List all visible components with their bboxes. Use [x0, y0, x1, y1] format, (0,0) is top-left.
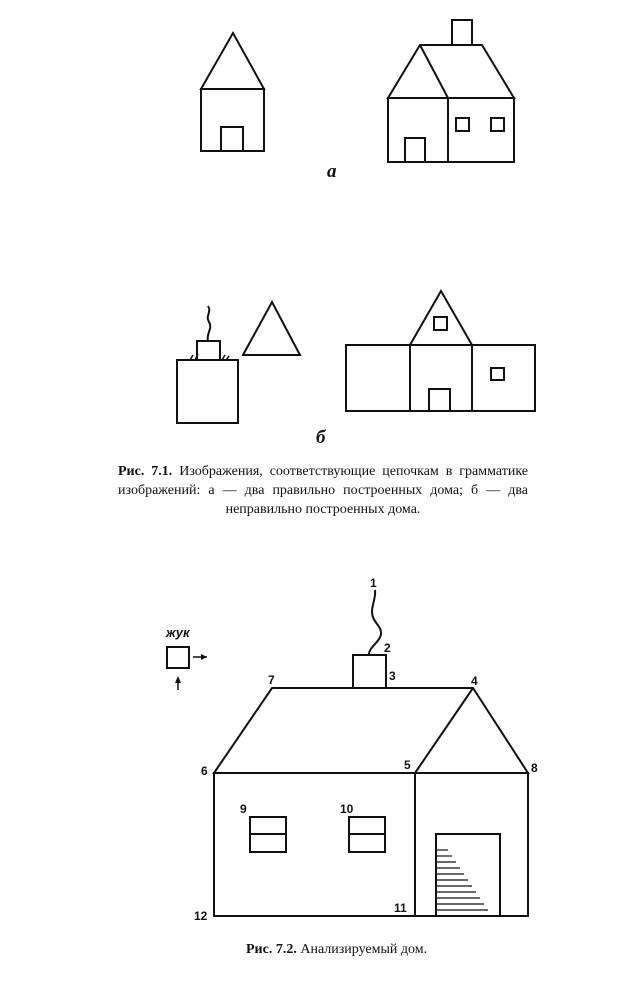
bug-label: жук: [166, 625, 190, 640]
point-label-10: 10: [340, 802, 354, 816]
point-label-2: 2: [384, 641, 391, 655]
point-label-6: 6: [201, 764, 208, 778]
figure-7-2-caption-prefix: Рис. 7.2.: [246, 942, 297, 957]
point-label-5: 5: [404, 758, 411, 772]
figure-7-2-caption-text: Анализируемый дом.: [300, 942, 428, 957]
figure-label-b: б: [316, 427, 326, 448]
point-label-12: 12: [194, 909, 208, 923]
point-label-8: 8: [531, 761, 538, 775]
figure-7-1-caption-prefix: Рис. 7.1.: [118, 464, 173, 479]
point-label-4: 4: [471, 674, 478, 688]
point-label-1: 1: [370, 576, 377, 590]
figure-7-1-caption-text: Изображения, соответствующие цепочкам в грамматике изображений: а — два правильно построенных дома; б — два неправильно построенных дома.: [118, 464, 528, 517]
analyzed-house: [214, 590, 528, 916]
figure-7-2-caption: [246, 940, 506, 959]
bug-symbol: [167, 647, 207, 690]
point-label-11: 11: [394, 901, 407, 915]
garage-door-shading: [437, 850, 488, 910]
figure-label-a: а: [327, 161, 337, 182]
point-label-7: 7: [268, 673, 275, 687]
point-label-9: 9: [240, 802, 247, 816]
point-label-3: 3: [389, 669, 396, 683]
figure-7-1-caption: [118, 462, 528, 519]
